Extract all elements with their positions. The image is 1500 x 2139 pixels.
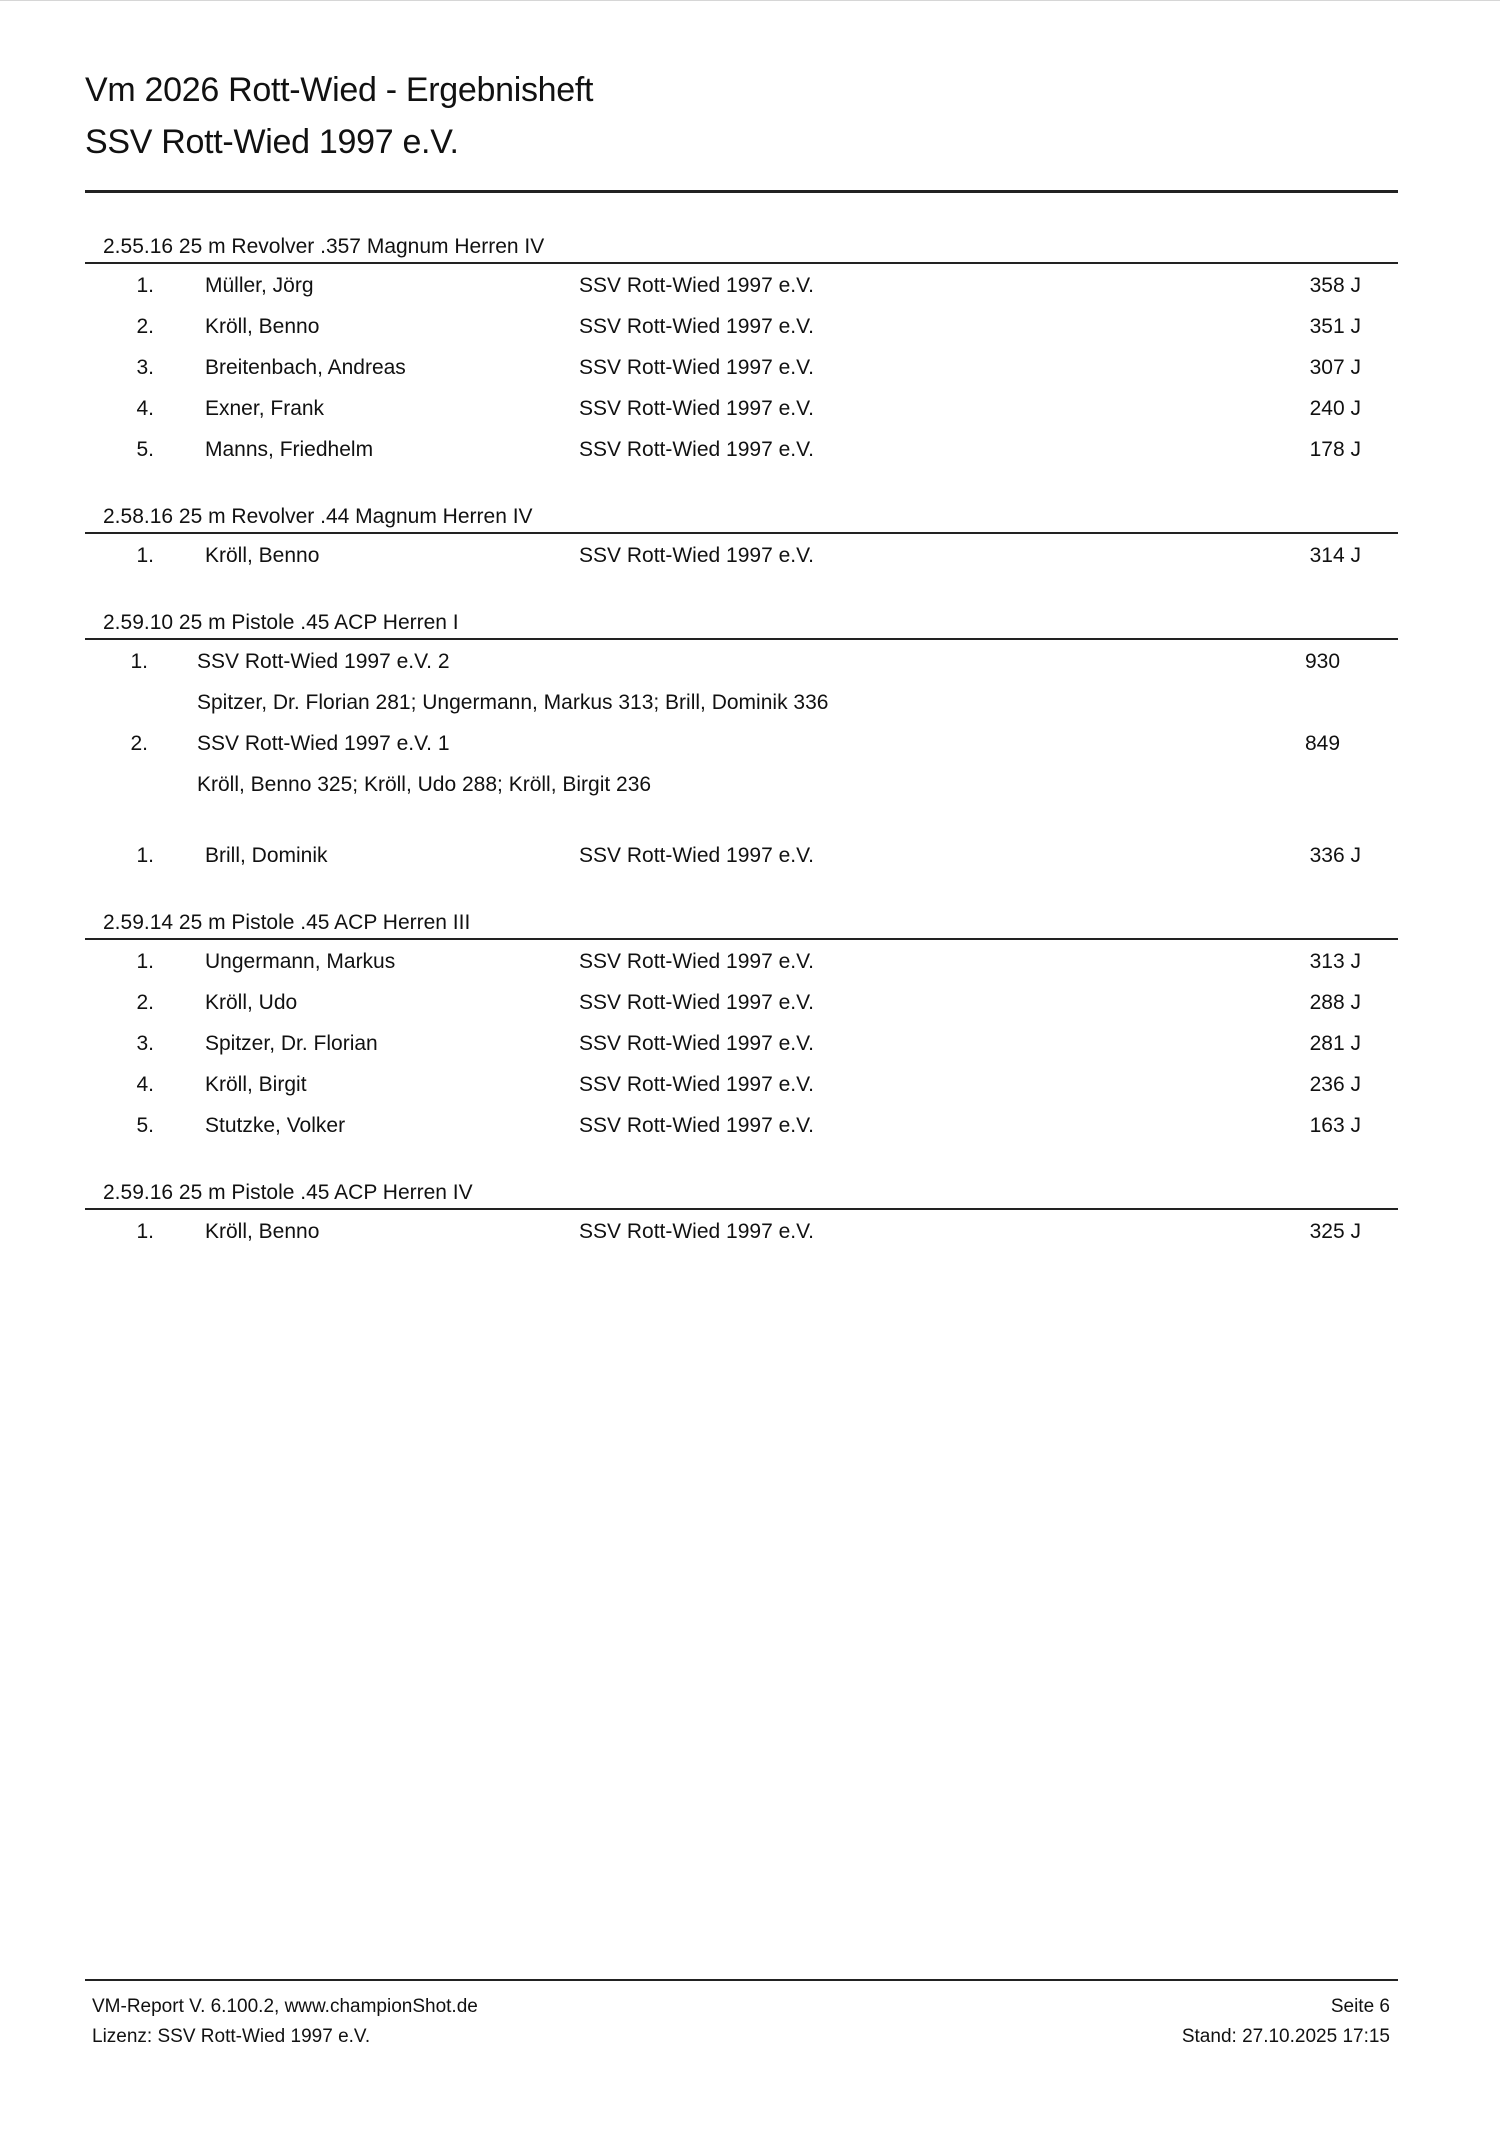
rank: 2. [136,315,154,338]
club-name: SSV Rott-Wied 1997 e.V. [579,844,815,867]
club-name: SSV Rott-Wied 1997 e.V. [579,544,815,567]
result-row [0,347,1500,388]
header-rule [85,190,1398,193]
results-content [0,232,1500,1252]
team-rank: 2. [130,732,148,755]
stand-timestamp: Stand: 27.10.2025 17:15 [1181,2026,1390,2047]
score: 240 J [1309,397,1361,420]
result-row [0,535,1500,576]
shooter-name: Kröll, Benno [205,315,320,338]
team-members: Kröll, Benno 325; Kröll, Udo 288; Kröll, Birgit 236 [197,773,652,796]
club-name: SSV Rott-Wied 1997 e.V. [579,356,815,379]
rank: 4. [136,397,154,420]
software-info: VM-Report V. 6.100.2, www.championShot.de [92,1996,478,2017]
shooter-name: Kröll, Udo [205,991,298,1014]
rank: 5. [136,1114,154,1137]
club-name: SSV Rott-Wied 1997 e.V. [579,1032,815,1055]
license-info: Lizenz: SSV Rott-Wied 1997 e.V. [92,2026,371,2047]
document-title: Vm 2026 Rott-Wied - Ergebnisheft [85,71,594,109]
team-score: 930 [1305,650,1341,673]
score: 178 J [1309,438,1361,461]
team-row [0,723,1500,764]
page-top-edge [0,0,1500,1]
page-number: Seite 6 [1330,1996,1390,2017]
rank: 1. [136,544,154,567]
team-individual-spacer [0,805,1500,835]
section-title: 2.55.16 25 m Revolver .357 Magnum Herren IV [103,235,545,258]
team-members-row [0,764,1500,805]
result-row [0,1023,1500,1064]
rank: 1. [136,274,154,297]
section-spacer [0,876,1500,908]
section-header [0,502,1500,535]
club-title: SSV Rott-Wied 1997 e.V. [85,123,459,161]
club-name: SSV Rott-Wied 1997 e.V. [579,438,815,461]
shooter-name: Manns, Friedhelm [205,438,374,461]
result-row [0,1211,1500,1252]
club-name: SSV Rott-Wied 1997 e.V. [579,950,815,973]
shooter-name: Kröll, Benno [205,544,320,567]
club-name: SSV Rott-Wied 1997 e.V. [579,1220,815,1243]
club-name: SSV Rott-Wied 1997 e.V. [579,315,815,338]
section-rule [85,938,1398,940]
score: 163 J [1309,1114,1361,1137]
shooter-name: Kröll, Benno [205,1220,320,1243]
results-section [0,502,1500,576]
result-row [0,982,1500,1023]
section-spacer [0,470,1500,502]
result-row [0,265,1500,306]
results-section [0,1178,1500,1252]
team-score: 849 [1305,732,1341,755]
result-row [0,1105,1500,1146]
section-title: 2.59.14 25 m Pistole .45 ACP Herren III [103,911,471,934]
club-name: SSV Rott-Wied 1997 e.V. [579,991,815,1014]
rank: 3. [136,1032,154,1055]
rank: 1. [136,1220,154,1243]
section-title: 2.58.16 25 m Revolver .44 Magnum Herren IV [103,505,533,528]
section-rule [85,1208,1398,1210]
shooter-name: Kröll, Birgit [205,1073,307,1096]
team-row [0,641,1500,682]
section-rule [85,532,1398,534]
club-name: SSV Rott-Wied 1997 e.V. [579,274,815,297]
shooter-name: Exner, Frank [205,397,325,420]
section-title: 2.59.10 25 m Pistole .45 ACP Herren I [103,611,459,634]
results-section [0,608,1500,876]
results-section [0,908,1500,1146]
team-rank: 1. [130,650,148,673]
rank: 5. [136,438,154,461]
club-name: SSV Rott-Wied 1997 e.V. [579,1114,815,1137]
result-row [0,1064,1500,1105]
section-header [0,908,1500,941]
score: 358 J [1309,274,1361,297]
section-title: 2.59.16 25 m Pistole .45 ACP Herren IV [103,1181,473,1204]
team-members-row [0,682,1500,723]
section-header [0,608,1500,641]
section-spacer [0,576,1500,608]
section-rule [85,638,1398,640]
team-members: Spitzer, Dr. Florian 281; Ungermann, Markus 313; Brill, Dominik 336 [197,691,829,714]
rank: 1. [136,844,154,867]
shooter-name: Ungermann, Markus [205,950,396,973]
results-section [0,232,1500,470]
section-spacer [0,1146,1500,1178]
section-header [0,232,1500,265]
result-row [0,835,1500,876]
club-name: SSV Rott-Wied 1997 e.V. [579,1073,815,1096]
shooter-name: Breitenbach, Andreas [205,356,406,379]
score: 336 J [1309,844,1361,867]
rank: 4. [136,1073,154,1096]
team-name: SSV Rott-Wied 1997 e.V. 1 [197,732,450,755]
score: 281 J [1309,1032,1361,1055]
result-row [0,306,1500,347]
club-name: SSV Rott-Wied 1997 e.V. [579,397,815,420]
result-row [0,429,1500,470]
result-row [0,388,1500,429]
shooter-name: Spitzer, Dr. Florian [205,1032,378,1055]
team-name: SSV Rott-Wied 1997 e.V. 2 [197,650,450,673]
shooter-name: Stutzke, Volker [205,1114,346,1137]
rank: 3. [136,356,154,379]
score: 307 J [1309,356,1361,379]
shooter-name: Müller, Jörg [205,274,314,297]
rank: 2. [136,991,154,1014]
score: 236 J [1309,1073,1361,1096]
score: 351 J [1309,315,1361,338]
result-row [0,941,1500,982]
section-header [0,1178,1500,1211]
score: 325 J [1309,1220,1361,1243]
shooter-name: Brill, Dominik [205,844,328,867]
score: 288 J [1309,991,1361,1014]
score: 314 J [1309,544,1361,567]
footer-rule [85,1979,1398,1981]
section-rule [85,262,1398,264]
rank: 1. [136,950,154,973]
score: 313 J [1309,950,1361,973]
